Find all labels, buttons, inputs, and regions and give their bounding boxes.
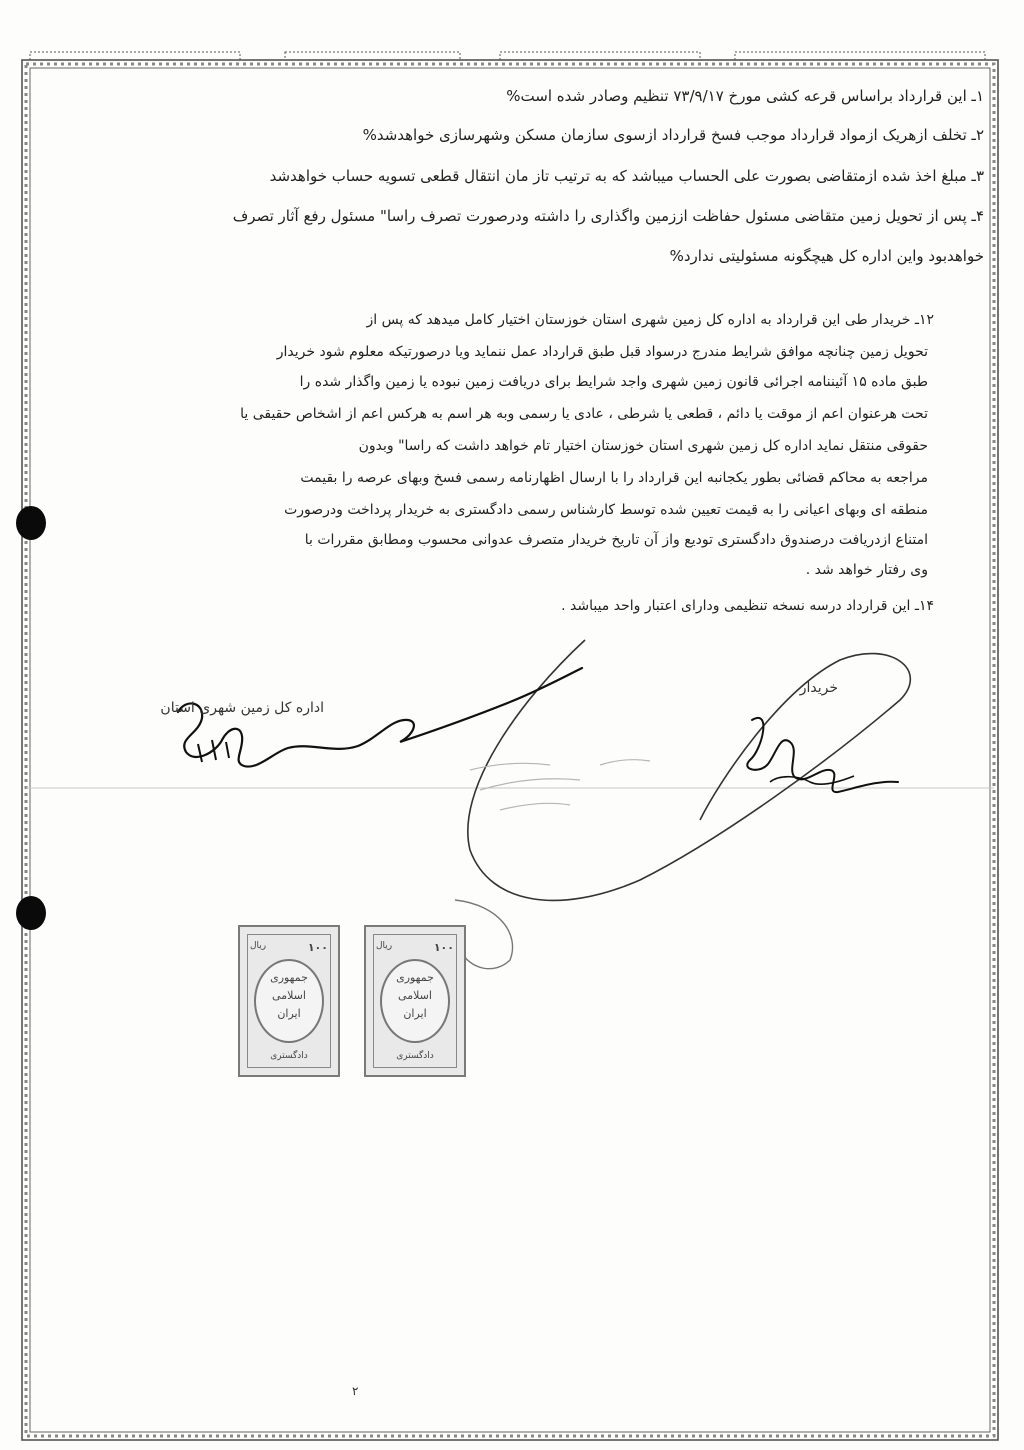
body-line: منطقه ای وبهای اعیانی را به قیمت تعیین شده توسط کارشناس رسمی دادگستری به خریدار پرداخت ودرصورت — [284, 502, 928, 518]
clause-2: ۲ـ تخلف ازهریک ازمواد قرارداد موجب فسخ قرارداد ازسوی سازمان مسکن وشهرسازی خواهدشد% — [362, 126, 984, 144]
punch-hole-lower — [16, 896, 46, 930]
punch-hole-upper — [16, 506, 46, 540]
seal-ring — [468, 640, 911, 900]
body-line: طبق ماده ۱۵ آئیننامه اجرائی قانون زمین شهری واجد شرایط برای دریافت زمین نبوده یا زمین واگذار شده را — [299, 374, 928, 390]
body-line: ۱۴ـ این قرارداد درسه نسخه تنظیمی ودارای اعتبار واحد میباشد . — [561, 598, 934, 614]
seller-signature-label: اداره کل زمین شهری استان — [160, 700, 324, 716]
body-line: حقوقی منتقل نماید اداره کل زمین شهری استان خوزستان اختیار تام خواهد داشت که راسا" وبدون — [358, 438, 928, 454]
body-line: تحویل زمین چنانچه موافق شرایط مندرج درسواد قبل طبق قرارداد عمل ننماید ویا درصورتیکه معلوم شود خریدار — [276, 344, 928, 360]
clause-3: ۳ـ مبلغ اخذ شده ازمتقاضی بصورت علی الحساب میباشد که به ترتیب تاز مان انتقال قطعی تسویه حساب خواهدشد — [269, 167, 984, 185]
clause-1: ۱ـ این قرارداد براساس قرعه کشی مورخ ۷۳/۹/۱۷ تنظیم وصادر شده است% — [506, 87, 984, 105]
buyer-signature-label: خریدار — [799, 680, 838, 696]
clause-4: ۴ـ پس از تحویل زمین متقاضی مسئول حفاظت اززمین واگذاری را داشته ودرصورت تصرف راسا" مسئول رفع آثار تصرف — [232, 207, 984, 225]
footer-mark: ۲ — [352, 1384, 359, 1398]
body-line: ۱۲ـ خریدار طی این قرارداد به اداره کل زمین شهری استان خوزستان اختیار کامل میدهد که پس از — [366, 312, 934, 328]
body-line: تحت هرعنوان اعم از موقت یا دائم ، قطعی یا شرطی ، عادی یا رسمی وبه هر اسم به هرکس اعم از اشخاص حقیقی یا — [240, 406, 928, 422]
body-line: امتناع ازدریافت درصندوق دادگستری تودیع واز آن تاریخ خریدار متصرف عدوانی محسوب ومطابق مقررات با — [304, 532, 928, 548]
clause-4-continued: خواهدبود واین اداره کل هیچگونه مسئولیتی ندارد% — [669, 247, 984, 265]
seller-signature — [178, 668, 582, 767]
buyer-signature — [747, 718, 898, 792]
revenue-stamp: جمهوری اسلامی ایران دادگستری ۱۰۰ ریال — [238, 925, 340, 1077]
body-line: مراجعه به محاکم قضائی بطور یکجانبه این قرارداد را با ارسال اظهارنامه رسمی فسخ وبهای عرصه را بقیمت — [300, 470, 928, 486]
body-line: وی رفتار خواهد شد . — [805, 562, 928, 578]
revenue-stamp: جمهوری اسلامی ایران دادگستری ۱۰۰ ریال — [364, 925, 466, 1077]
faint-seal-imprint — [470, 760, 650, 810]
